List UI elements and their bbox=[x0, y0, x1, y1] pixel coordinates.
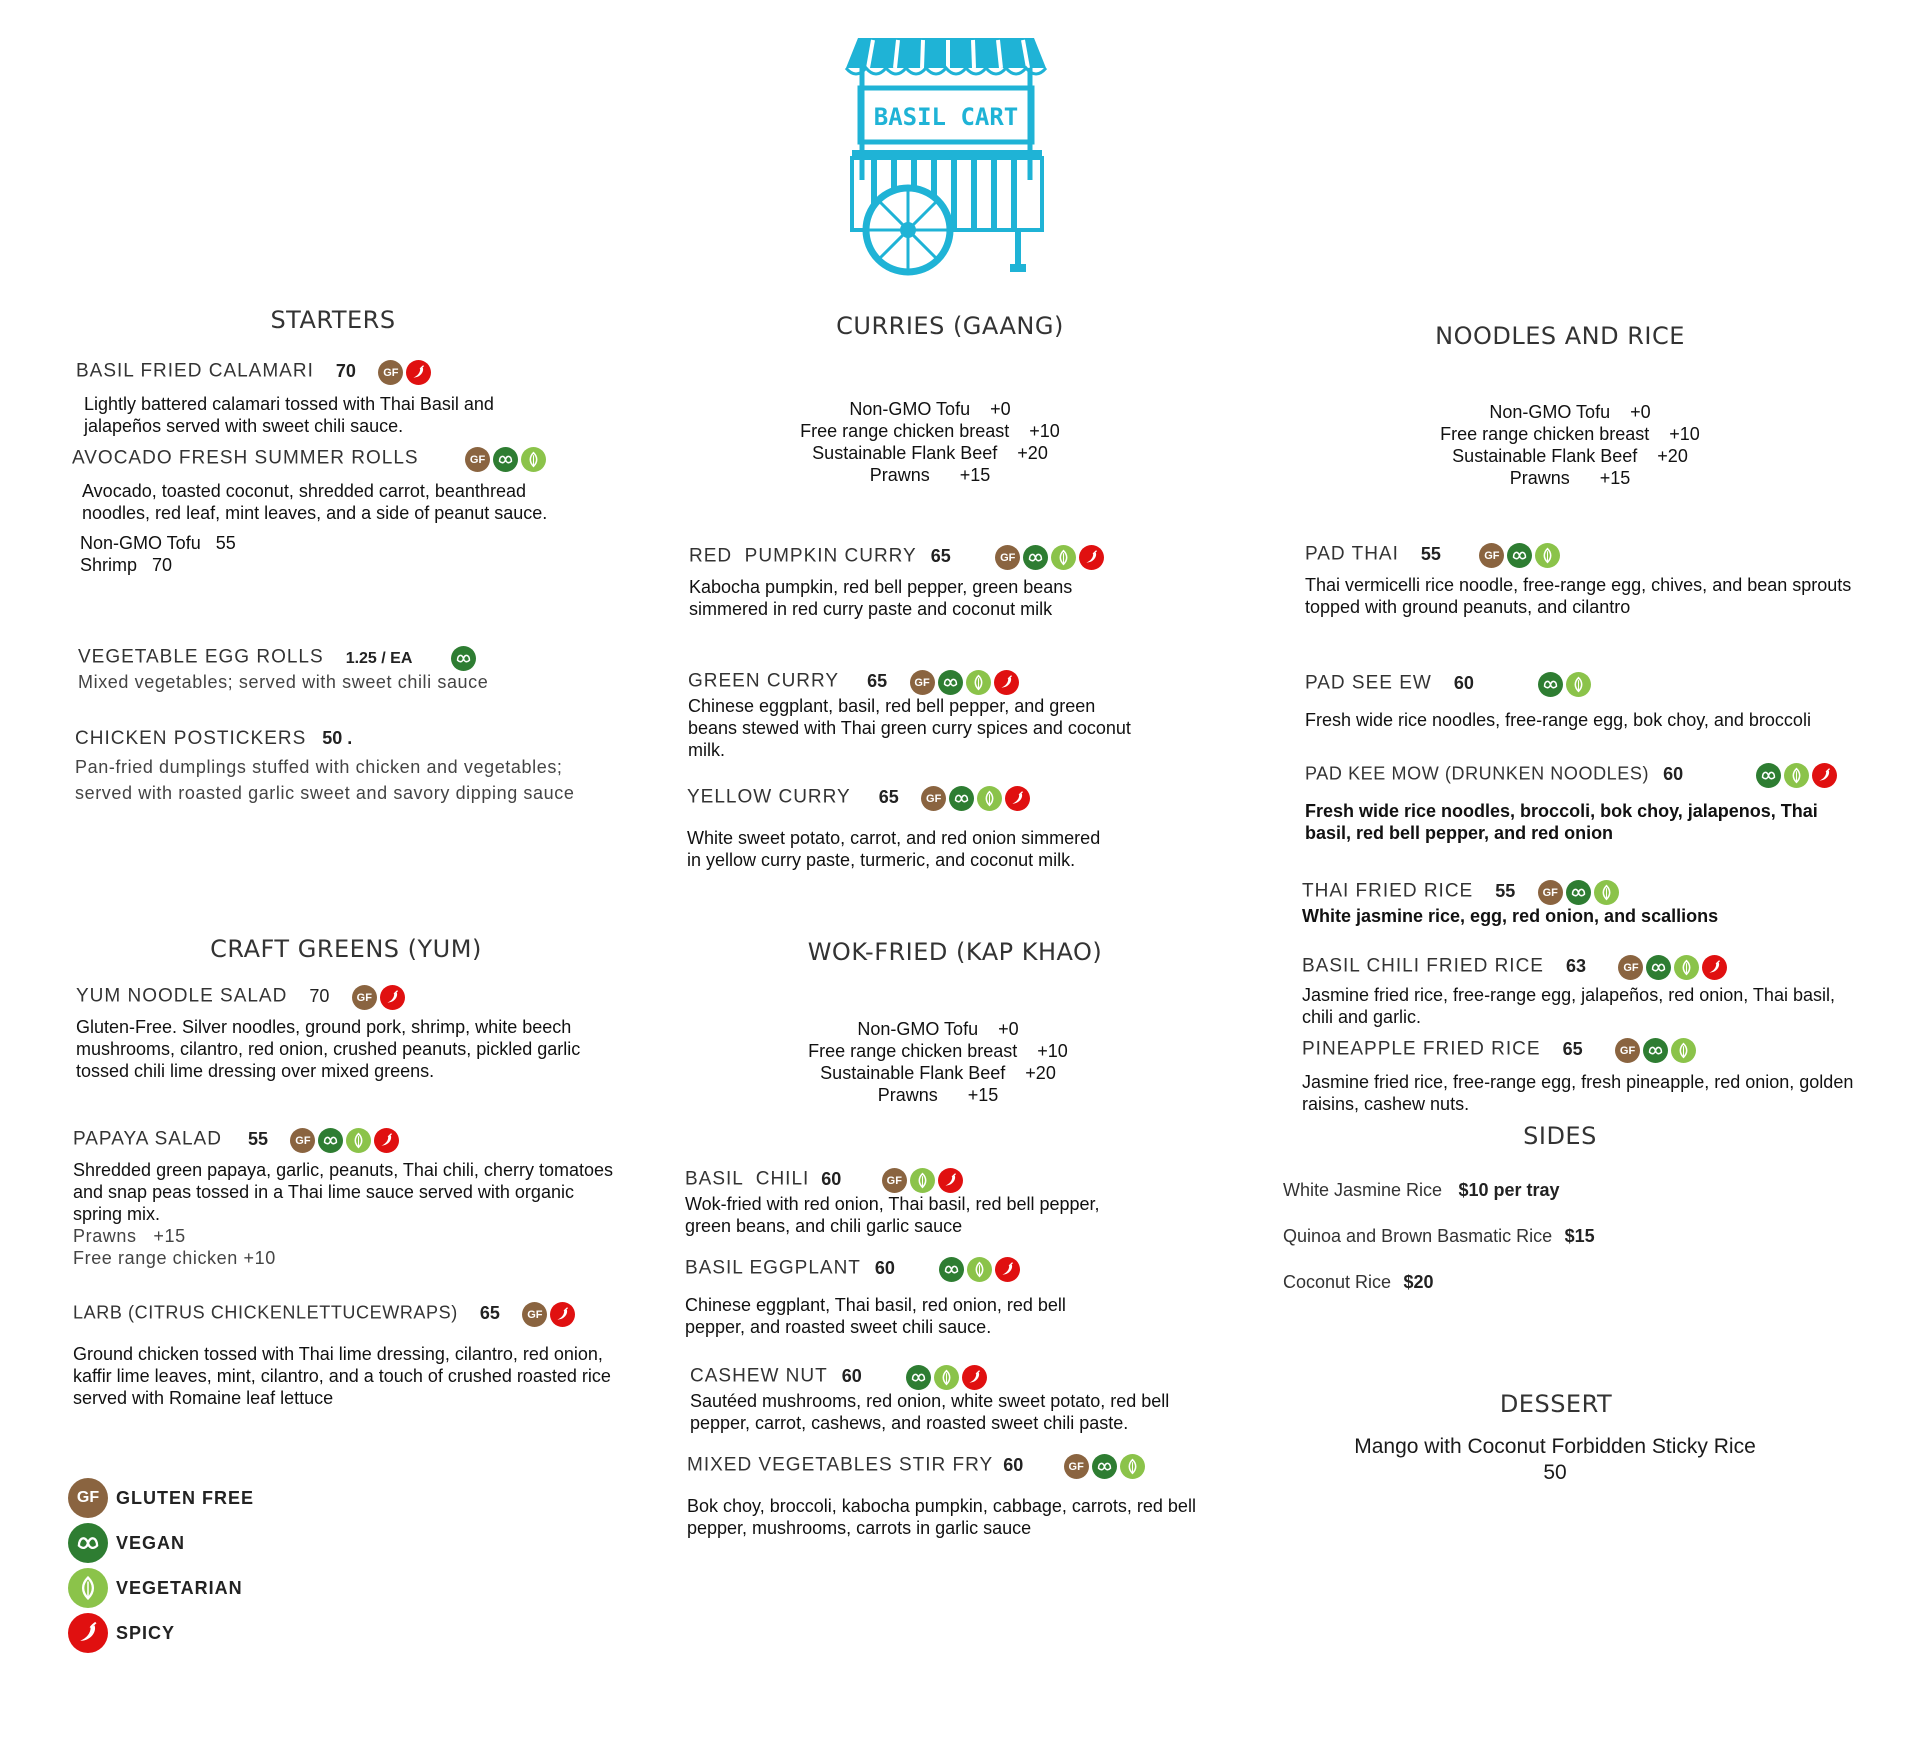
protein-option: Free range chicken breast +10 bbox=[800, 421, 1060, 441]
item-price: 65 bbox=[479, 1302, 500, 1323]
diet-icons bbox=[522, 1302, 575, 1327]
item-name: CASHEW NUT bbox=[690, 1365, 828, 1387]
item-option: Prawns +15 bbox=[73, 1226, 186, 1246]
logo-text: BASIL CART bbox=[873, 103, 1019, 131]
protein-option: Prawns +15 bbox=[877, 1085, 999, 1105]
side-item bbox=[1283, 1179, 1560, 1201]
protein-option: Prawns +15 bbox=[869, 465, 991, 485]
item-name: PAD KEE MOW (DRUNKEN NOODLES) bbox=[1305, 763, 1650, 784]
side-name: Quinoa and Brown Basmatic Rice bbox=[1283, 1226, 1553, 1246]
curries-title: CURRIES (GAANG) bbox=[836, 312, 1064, 340]
item-name: YUM NOODLE SALAD bbox=[76, 985, 288, 1007]
protein-option: Non-GMO Tofu +0 bbox=[1489, 402, 1651, 422]
item-description: Pan-fried dumplings stuffed with chicken and vegetables; served with roasted garlic sweet and savory dipping sauce bbox=[75, 757, 575, 803]
diet-icons bbox=[1538, 672, 1591, 697]
diet-icons bbox=[910, 670, 1019, 695]
vegetarian-icon bbox=[1784, 763, 1809, 788]
vegetarian-icon bbox=[967, 1257, 992, 1282]
diet-icons bbox=[939, 1257, 1020, 1282]
item-description: Kabocha pumpkin, red bell pepper, green beans simmered in red curry paste and coconut milk bbox=[689, 577, 1073, 619]
item-name: PAPAYA SALAD bbox=[73, 1128, 222, 1150]
basil-cart-logo bbox=[838, 30, 1054, 280]
item-name: RED PUMPKIN CURRY bbox=[689, 545, 917, 567]
dessert-title: DESSERT bbox=[1499, 1390, 1613, 1418]
item-price: 70 bbox=[309, 985, 330, 1006]
diet-icons bbox=[921, 786, 1030, 811]
vegan-icon bbox=[949, 786, 974, 811]
spicy-icon bbox=[938, 1168, 963, 1193]
menu-item-pad-thai bbox=[1305, 543, 1885, 618]
dessert-name: Mango with Coconut Forbidden Sticky Rice bbox=[1354, 1435, 1756, 1458]
side-price: $15 bbox=[1564, 1226, 1595, 1246]
item-description: Mixed vegetables; served with sweet chili sauce bbox=[78, 672, 489, 692]
item-price: 55 bbox=[1420, 543, 1441, 564]
item-price: 60 bbox=[1003, 1454, 1024, 1475]
craft-greens-title: CRAFT GREENS (YUM) bbox=[210, 935, 482, 963]
starters-title: STARTERS bbox=[270, 306, 396, 334]
item-price: 65 bbox=[878, 786, 899, 807]
protein-option: Free range chicken breast +10 bbox=[808, 1041, 1068, 1061]
gluten-free-icon: GF bbox=[921, 786, 946, 811]
item-name: PINEAPPLE FRIED RICE bbox=[1302, 1038, 1541, 1060]
menu-item-mixed-vegetables-stir-fry bbox=[687, 1454, 1247, 1539]
diet-icons bbox=[882, 1168, 963, 1193]
menu-item-basil-eggplant bbox=[685, 1257, 1245, 1338]
item-description: Chinese eggplant, Thai basil, red onion, red bell pepper, and roasted sweet chili sauce. bbox=[685, 1295, 1066, 1337]
menu-item-basil-chili-fried-rice bbox=[1302, 955, 1882, 1028]
vegetarian-icon bbox=[68, 1568, 108, 1608]
vegan-icon bbox=[451, 646, 476, 671]
protein-option: Prawns +15 bbox=[1509, 468, 1631, 488]
vegetarian-icon bbox=[1566, 672, 1591, 697]
menu-item-cashew-nut bbox=[690, 1365, 1250, 1434]
item-price: 65 bbox=[867, 670, 888, 691]
vegan-icon bbox=[1023, 545, 1048, 570]
diet-icons bbox=[1756, 763, 1837, 788]
gluten-free-icon: GF bbox=[995, 545, 1020, 570]
gluten-free-icon: GF bbox=[378, 360, 403, 385]
spicy-icon bbox=[1812, 763, 1837, 788]
vegan-icon bbox=[1092, 1454, 1117, 1479]
item-name: PAD THAI bbox=[1305, 543, 1399, 565]
vegetarian-icon bbox=[346, 1128, 371, 1153]
gluten-free-icon: GF bbox=[465, 447, 490, 472]
diet-icons bbox=[378, 360, 431, 385]
item-name: AVOCADO FRESH SUMMER ROLLS bbox=[72, 447, 419, 469]
item-name: BASIL CHILI bbox=[685, 1168, 810, 1190]
side-item bbox=[1283, 1225, 1595, 1247]
diet-icons bbox=[465, 447, 546, 472]
gluten-free-icon: GF bbox=[68, 1478, 108, 1518]
vegan-icon bbox=[493, 447, 518, 472]
item-description: Wok-fried with red onion, Thai basil, red bell pepper, green beans, and chili garlic sauce bbox=[685, 1194, 1100, 1236]
sides-title: SIDES bbox=[1523, 1122, 1597, 1150]
protein-option: Sustainable Flank Beef +20 bbox=[820, 1063, 1056, 1083]
item-name: THAI FRIED RICE bbox=[1302, 880, 1474, 902]
vegan-icon bbox=[1646, 955, 1671, 980]
gluten-free-icon: GF bbox=[1064, 1454, 1089, 1479]
gluten-free-icon: GF bbox=[352, 985, 377, 1010]
diet-icons bbox=[352, 985, 405, 1010]
diet-icons bbox=[1479, 543, 1560, 568]
legend-label: VEGETARIAN bbox=[116, 1577, 243, 1598]
diet-icons bbox=[451, 646, 476, 671]
item-description: Lightly battered calamari tossed with Thai Basil and jalapeños served with sweet chili sauce. bbox=[84, 394, 494, 436]
spicy-icon bbox=[994, 670, 1019, 695]
item-price: 60 bbox=[841, 1365, 862, 1386]
wok-fried-title: WOK-FRIED (KAP KHAO) bbox=[807, 938, 1103, 966]
legend-label: SPICY bbox=[116, 1622, 176, 1643]
menu-item-pad-kee-mow bbox=[1305, 763, 1885, 844]
spicy-icon bbox=[380, 985, 405, 1010]
item-price: 65 bbox=[1562, 1038, 1583, 1059]
dessert-price: 50 bbox=[1543, 1461, 1567, 1484]
menu-item-chicken-potstickers bbox=[75, 728, 615, 806]
vegan-icon bbox=[906, 1365, 931, 1390]
spicy-icon bbox=[374, 1128, 399, 1153]
gluten-free-icon: GF bbox=[522, 1302, 547, 1327]
item-name: PAD SEE EW bbox=[1305, 672, 1432, 694]
item-name: LARB (CITRUS CHICKENLETTUCEWRAPS) bbox=[73, 1302, 458, 1323]
menu-item-pad-see-ew bbox=[1305, 672, 1895, 731]
legend-vegetarian bbox=[68, 1568, 243, 1608]
side-name: White Jasmine Rice bbox=[1283, 1180, 1443, 1200]
menu-item-red-pumpkin-curry bbox=[689, 545, 1249, 620]
item-description: White jasmine rice, egg, red onion, and scallions bbox=[1302, 906, 1719, 926]
item-description: Fresh wide rice noodles, broccoli, bok choy, jalapenos, Thai basil, red bell pepper, and red onion bbox=[1305, 801, 1818, 843]
item-price: 60 bbox=[1663, 763, 1684, 784]
item-price: 70 bbox=[335, 360, 356, 381]
noodles-protein-options bbox=[1370, 401, 1770, 489]
item-option: Shrimp 70 bbox=[80, 555, 173, 575]
legend-label: GLUTEN FREE bbox=[116, 1487, 255, 1508]
diet-icons bbox=[1615, 1038, 1696, 1063]
legend-label: VEGAN bbox=[116, 1532, 186, 1553]
vegetarian-icon bbox=[934, 1365, 959, 1390]
item-price: 63 bbox=[1565, 955, 1586, 976]
vegetarian-icon bbox=[1594, 880, 1619, 905]
menu-item-thai-fried-rice bbox=[1302, 880, 1882, 927]
side-price: $20 bbox=[1403, 1272, 1434, 1292]
menu-item-avocado-summer-rolls bbox=[72, 447, 592, 576]
vegan-icon bbox=[1566, 880, 1591, 905]
vegan-icon bbox=[1643, 1038, 1668, 1063]
spicy-icon bbox=[550, 1302, 575, 1327]
item-description: Jasmine fried rice, free-range egg, jalapeños, red onion, Thai basil, chili and garlic. bbox=[1302, 985, 1835, 1027]
item-description: Gluten-Free. Silver noodles, ground pork, shrimp, white beech mushrooms, cilantro, red onion, crushed peanuts, pickled garlic tossed chili lime dressing over mixed greens. bbox=[76, 1017, 581, 1081]
item-description: Shredded green papaya, garlic, peanuts, Thai chili, cherry tomatoes and snap peas tossed in a Thai lime sauce served with organic spring mix. bbox=[73, 1160, 613, 1224]
spicy-icon bbox=[68, 1613, 108, 1653]
menu-item-basil-chili bbox=[685, 1168, 1245, 1237]
spicy-icon bbox=[1079, 545, 1104, 570]
vegetarian-icon bbox=[1535, 543, 1560, 568]
item-name: BASIL EGGPLANT bbox=[685, 1257, 861, 1279]
wok-protein-options bbox=[738, 1018, 1138, 1106]
protein-option: Sustainable Flank Beef +20 bbox=[812, 443, 1048, 463]
item-price: 60 bbox=[874, 1257, 895, 1278]
diet-icons bbox=[1064, 1454, 1145, 1479]
vegan-icon bbox=[68, 1523, 108, 1563]
diet-icons bbox=[1538, 880, 1619, 905]
spicy-icon bbox=[962, 1365, 987, 1390]
spicy-icon bbox=[406, 360, 431, 385]
item-option: Non-GMO Tofu 55 bbox=[80, 533, 236, 553]
curries-protein-options bbox=[730, 398, 1130, 486]
vegan-icon bbox=[1538, 672, 1563, 697]
menu-item-yellow-curry bbox=[687, 786, 1247, 871]
item-name: BASIL FRIED CALAMARI bbox=[76, 360, 314, 382]
item-description: Avocado, toasted coconut, shredded carrot, beanthread noodles, red leaf, mint leaves, and a side of peanut sauce. bbox=[82, 481, 548, 523]
item-price: 55 bbox=[1495, 880, 1516, 901]
gluten-free-icon: GF bbox=[1479, 543, 1504, 568]
item-price: 50 . bbox=[322, 728, 353, 748]
protein-option: Sustainable Flank Beef +20 bbox=[1452, 446, 1688, 466]
menu-item-larb bbox=[73, 1302, 643, 1409]
diet-icons bbox=[906, 1365, 987, 1390]
item-price: 60 bbox=[1453, 672, 1474, 693]
spicy-icon bbox=[1005, 786, 1030, 811]
vegetarian-icon bbox=[1051, 545, 1076, 570]
menu-item-green-curry bbox=[688, 670, 1248, 761]
item-option: Free range chicken +10 bbox=[73, 1248, 276, 1268]
diet-icons bbox=[1618, 955, 1727, 980]
item-price: 55 bbox=[247, 1128, 268, 1149]
item-price: 1.25 / EA bbox=[345, 649, 413, 667]
vegetarian-icon bbox=[1674, 955, 1699, 980]
item-description: Chinese eggplant, basil, red bell pepper, and green beans stewed with Thai green curry spices and coconut milk. bbox=[688, 696, 1131, 760]
gluten-free-icon: GF bbox=[1615, 1038, 1640, 1063]
gluten-free-icon: GF bbox=[882, 1168, 907, 1193]
item-name: CHICKEN POSTICKERS bbox=[75, 728, 307, 749]
item-name: YELLOW CURRY bbox=[687, 786, 851, 808]
vegan-icon bbox=[318, 1128, 343, 1153]
item-name: VEGETABLE EGG ROLLS bbox=[78, 646, 324, 668]
spicy-icon bbox=[995, 1257, 1020, 1282]
menu-item-pineapple-fried-rice bbox=[1302, 1038, 1882, 1115]
vegetarian-icon bbox=[977, 786, 1002, 811]
protein-option: Non-GMO Tofu +0 bbox=[857, 1019, 1019, 1039]
noodles-rice-title: NOODLES AND RICE bbox=[1435, 322, 1685, 350]
item-description: Jasmine fried rice, free-range egg, fresh pineapple, red onion, golden raisins, cashew nuts. bbox=[1302, 1072, 1854, 1114]
side-name: Coconut Rice bbox=[1283, 1272, 1392, 1292]
item-description: Ground chicken tossed with Thai lime dressing, cilantro, red onion, kaffir lime leaves, mint, cilantro, and a touch of crushed roasted rice served with Romaine leaf lettuce bbox=[73, 1344, 611, 1408]
item-price: 60 bbox=[821, 1168, 842, 1189]
menu-item-yum-noodle-salad bbox=[76, 985, 636, 1082]
vegan-icon bbox=[939, 1257, 964, 1282]
legend-gluten-free bbox=[68, 1478, 254, 1518]
item-price: 65 bbox=[930, 545, 951, 566]
gluten-free-icon: GF bbox=[1538, 880, 1563, 905]
item-name: GREEN CURRY bbox=[688, 670, 840, 692]
item-name: MIXED VEGETABLES STIR FRY bbox=[687, 1454, 994, 1476]
item-description: Thai vermicelli rice noodle, free-range egg, chives, and bean sprouts topped with ground peanuts, and cilantro bbox=[1305, 575, 1852, 617]
gluten-free-icon: GF bbox=[1618, 955, 1643, 980]
menu-item-vegetable-egg-rolls bbox=[78, 646, 598, 693]
menu-item-papaya-salad bbox=[73, 1128, 633, 1269]
item-name: BASIL CHILI FRIED RICE bbox=[1302, 955, 1544, 977]
protein-option: Free range chicken breast +10 bbox=[1440, 424, 1700, 444]
vegan-icon bbox=[938, 670, 963, 695]
side-item bbox=[1283, 1271, 1434, 1293]
menu-item-basil-fried-calamari bbox=[76, 360, 596, 437]
dessert-item bbox=[1290, 1434, 1820, 1486]
spicy-icon bbox=[1702, 955, 1727, 980]
vegetarian-icon bbox=[521, 447, 546, 472]
item-description: White sweet potato, carrot, and red onion simmered in yellow curry paste, turmeric, and coconut milk. bbox=[687, 828, 1101, 870]
item-description: Fresh wide rice noodles, free-range egg, bok choy, and broccoli bbox=[1305, 710, 1811, 730]
gluten-free-icon: GF bbox=[910, 670, 935, 695]
legend-vegan bbox=[68, 1523, 185, 1563]
item-description: Bok choy, broccoli, kabocha pumpkin, cabbage, carrots, red bell pepper, mushrooms, carrots in garlic sauce bbox=[687, 1496, 1196, 1538]
vegan-icon bbox=[1756, 763, 1781, 788]
vegetarian-icon bbox=[966, 670, 991, 695]
diet-icons bbox=[995, 545, 1104, 570]
legend-spicy bbox=[68, 1613, 175, 1653]
protein-option: Non-GMO Tofu +0 bbox=[849, 399, 1011, 419]
gluten-free-icon: GF bbox=[290, 1128, 315, 1153]
item-description: Sautéed mushrooms, red onion, white sweet potato, red bell pepper, carrot, cashews, and roasted sweet chili paste. bbox=[690, 1391, 1170, 1433]
diet-icons bbox=[290, 1128, 399, 1153]
vegan-icon bbox=[1507, 543, 1532, 568]
side-price: $10 per tray bbox=[1458, 1180, 1560, 1200]
vegetarian-icon bbox=[1120, 1454, 1145, 1479]
vegetarian-icon bbox=[1671, 1038, 1696, 1063]
vegetarian-icon bbox=[910, 1168, 935, 1193]
